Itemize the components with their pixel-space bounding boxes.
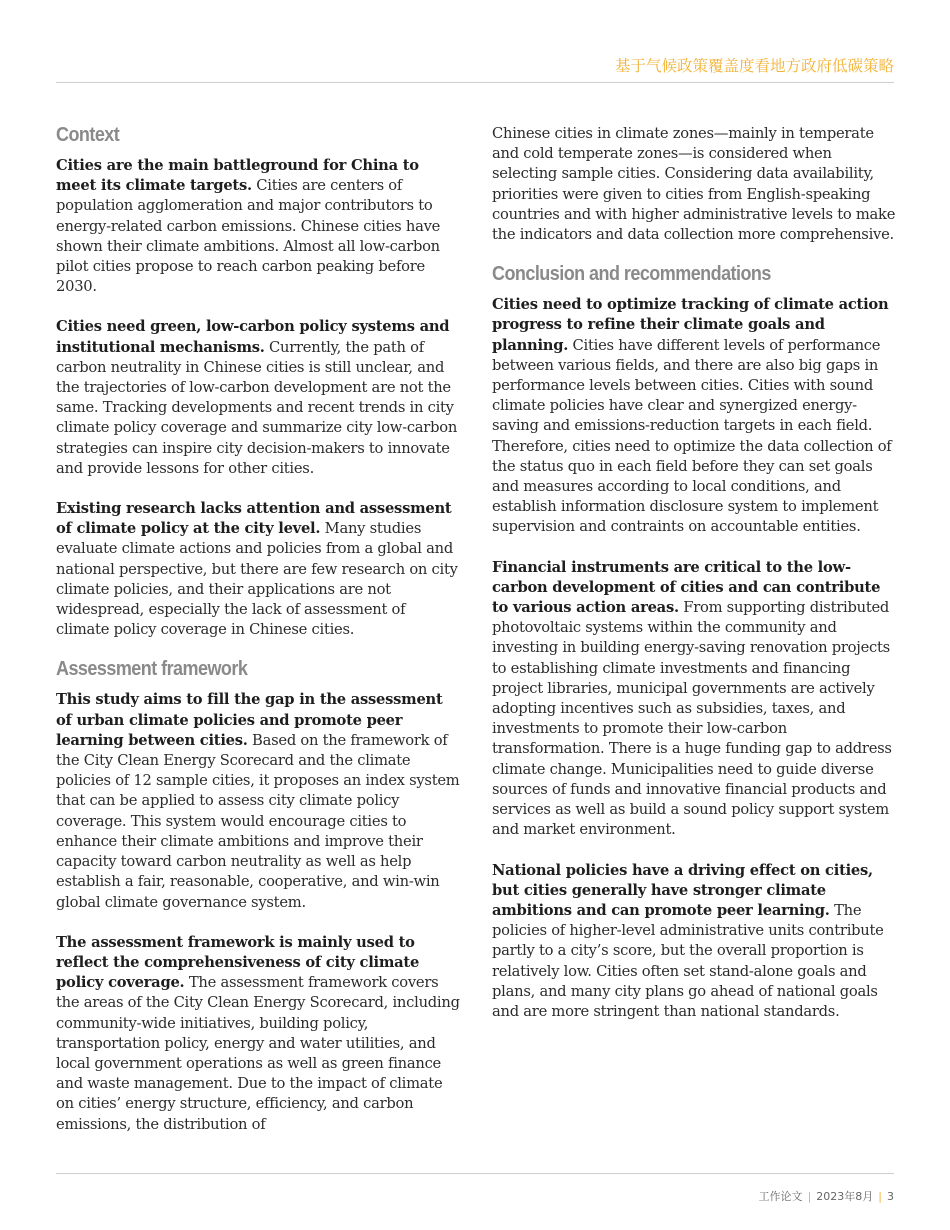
conclusion-p3-lead: National policies have a driving effect on cities, but cities generally have stronger climate ambitions and can promote peer learning. <box>492 861 873 919</box>
conclusion-paragraph-1 <box>492 295 896 537</box>
context-p1-body: Cities are centers of population agglomeration and major contributors to energy-related carbon emissions. Chinese cities have shown their climate ambitions. Almost all low-carbon pilot cities propose to reach carbon peaking before 2030. <box>56 177 441 296</box>
context-p1-lead: Cities are the main battleground for China to meet its climate targets. <box>56 157 419 195</box>
footer-doc-type: 工作论文 <box>758 1190 803 1203</box>
conclusion-p1-body: Cities have different levels of performance between various fields, and there are also big gaps in performance levels between cities. Cities with sound climate policies have clear and synergized energy-saving and emissions-reduction targets in each field. Therefore, cities need to optimize the data collection of the status quo in each field before they can set goals and measures according to local conditions, and establish information disclosure system to implement supervision and contraints on accountable entities. <box>492 336 892 536</box>
framework-p2-lead: The assessment framework is mainly used to reflect the comprehensiveness of city climate policy coverage. <box>56 933 420 992</box>
framework-heading: Assessment framework <box>56 658 248 681</box>
right-column <box>492 124 896 1022</box>
conclusion-p2-lead: Financial instruments are critical to the low-carbon development of cities and can contribute to various action areas. <box>492 558 881 617</box>
left-column <box>56 122 460 1135</box>
footer-rule <box>56 1173 894 1174</box>
context-p2-body: Currently, the path of carbon neutrality in Chinese cities is still unclear, and the trajectories of low-carbon development are not the same. Tracking developments and recent trends in city climate policy coverage and summarize city low-carbon strategies can inspire city decision-makers to innovate and provide lessons for other cities. <box>56 338 458 477</box>
context-p3-body: Many studies evaluate climate actions and policies from a global and national perspective, but there are few research on city climate policies, and their applications are not widespread, especially the lack of assessment of climate policy coverage in Chinese cities. <box>56 520 458 639</box>
context-paragraph-2 <box>56 317 460 479</box>
footer-separator: | <box>807 1190 812 1203</box>
context-p2-lead: Cities need green, low-carbon policy systems and institutional mechanisms. <box>56 318 450 356</box>
footer-date: 2023年8月 <box>816 1190 874 1203</box>
framework-p1-lead: This study aims to fill the gap in the assessment of urban climate policies and promote peer learning between cities. <box>56 691 443 749</box>
page-footer <box>759 1188 894 1204</box>
framework-paragraph-2 <box>56 933 460 1135</box>
conclusion-p1-lead: Cities need to optimize tracking of climate action progress to refine their climate goals and planning. <box>492 296 889 354</box>
framework-continuation: Chinese cities in climate zones—mainly in temperate and cold temperate zones—is considered when selecting sample cities. Considering data availability, priorities were given to cities from English-speaking countries and with higher administrative levels to make the indicators and data collection more comprehensive. <box>492 125 896 244</box>
framework-p1-body: Based on the framework of the City Clean Energy Scorecard and the climate policies of 12 sample cities, it proposes an index system that can be applied to assess city climate policy coverage. This system would encourage cities to enhance their climate ambitions and improve their capacity toward carbon neutrality as well as help establish a fair, reasonable, cooperative, and win-win global climate governance system. <box>56 731 460 911</box>
conclusion-p3-body: The policies of higher-level administrative units contribute partly to a city’s score, but the overall proportion is relatively low. Cities often set stand-alone goals and plans, and many city plans go ahead of national goals and are more stringent than national standards. <box>492 901 884 1020</box>
context-p3-lead: Existing research lacks attention and assessment of climate policy at the city level. <box>56 500 452 538</box>
context-paragraph-3 <box>56 499 460 640</box>
header-rule <box>56 82 894 83</box>
context-heading: Context <box>56 124 120 146</box>
page-number: 3 <box>887 1190 894 1203</box>
conclusion-paragraph-3 <box>492 861 896 1023</box>
conclusion-paragraph-2 <box>492 558 896 841</box>
framework-paragraph-1 <box>56 690 460 912</box>
conclusion-heading: Conclusion and recommendations <box>492 263 771 286</box>
conclusion-p2-body: From supporting distributed photovoltaic systems within the community and investing in building energy-saving renovation projects to establishing climate investments and financing project libraries, municipal governments are actively adopting incentives such as subsidies, taxes, and investments to promote their low-carbon transformation. There is a huge funding gap to address climate change. Municipalities need to guide diverse sources of funds and innovative financial products and services as well as build a sound policy support system and market environment. <box>492 599 892 839</box>
context-paragraph-1 <box>56 156 460 297</box>
footer-separator: | <box>878 1190 882 1203</box>
running-title: 基于气候政策覆盖度看地方政府低碳策略 <box>614 57 894 75</box>
framework-p2-body: The assessment framework covers the areas of the City Clean Energy Scorecard, including community-wide initiatives, building policy, transportation policy, energy and water utilities, and local government operations as well as green finance and waste management. Due to the impact of climate on cities’ energy structure, efficiency, and carbon emissions, the distribution of <box>56 974 460 1133</box>
